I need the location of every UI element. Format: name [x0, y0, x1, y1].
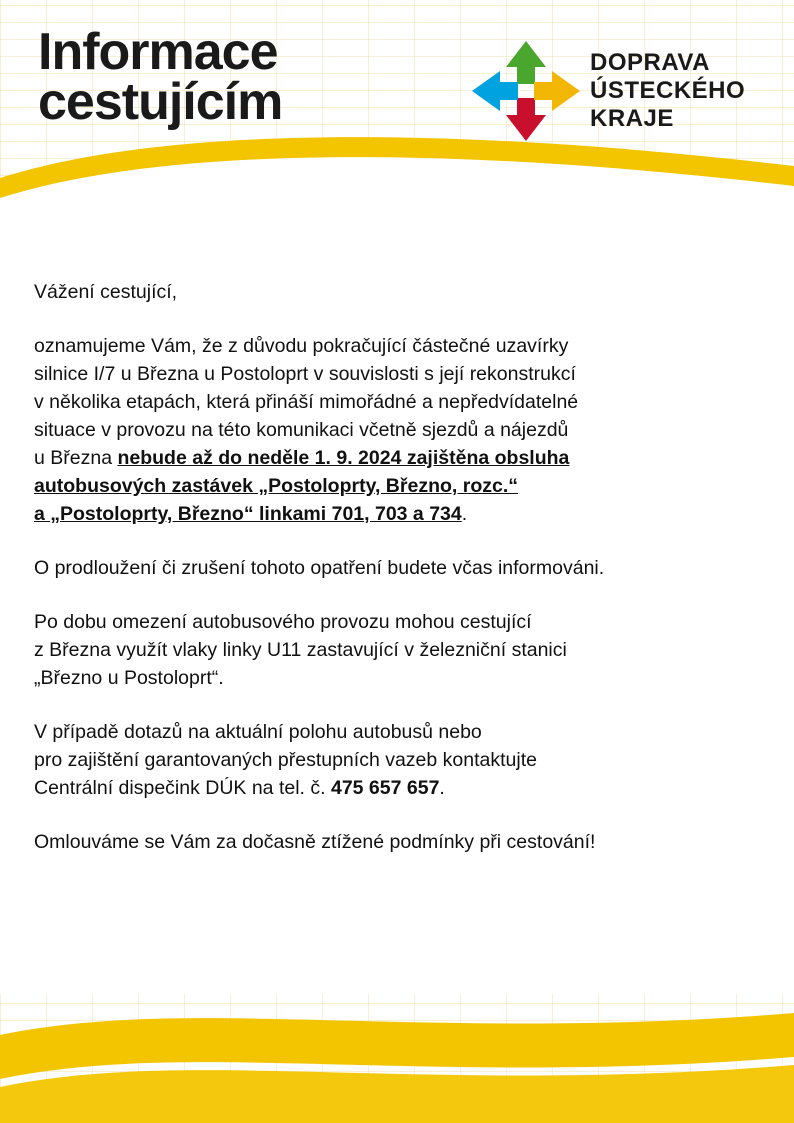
contact-info-line	[34, 774, 764, 802]
footer-wave-graphic	[0, 983, 794, 1123]
announcement-line	[34, 416, 764, 444]
duk-logo-text-line2: ÚSTECKÉHO	[590, 76, 746, 104]
text-segment: Vážení cestující,	[34, 281, 178, 303]
text-segment: a „Postoloprty, Březno“ linkami 701, 703 a 734	[34, 503, 462, 525]
text-segment: Po dobu omezení autobusového provozu mohou cestující	[34, 611, 532, 633]
train-alternative	[34, 608, 764, 692]
text-segment: nebude až do neděle 1. 9. 2024 zajištěna obsluha	[117, 447, 570, 469]
announcement-line	[34, 332, 764, 360]
announcement-line	[34, 472, 764, 500]
notice-body	[34, 278, 764, 856]
duk-logo-text-line1: DOPRAVA	[590, 48, 710, 76]
announcement-line	[34, 500, 764, 528]
contact-info-line	[34, 746, 764, 774]
extension-notice	[34, 554, 764, 582]
text-segment: silnice I/7 u Března u Postoloprt v souvislosti s její rekonstrukcí	[34, 363, 576, 385]
extension-notice-line	[34, 554, 764, 582]
text-segment: .	[439, 777, 445, 799]
text-segment: v několika etapách, která přináší mimořádné a nepředvídatelné	[34, 391, 579, 413]
text-segment: 475 657 657	[330, 777, 440, 799]
contact-info	[34, 718, 764, 802]
contact-info-line	[34, 718, 764, 746]
duk-logo-text-line3: KRAJE	[590, 105, 674, 133]
salutation-line	[34, 278, 764, 306]
text-segment: V případě dotazů na aktuální polohu autobusů nebo	[34, 721, 482, 743]
text-segment: Omlouváme se Vám za dočasně ztížené podmínky při cestování!	[34, 831, 596, 853]
duk-logo	[470, 36, 760, 146]
text-segment: „Březno u Postoloprt“.	[34, 667, 224, 689]
text-segment: situace v provozu na této komunikaci včetně sjezdů a nájezdů	[34, 419, 569, 441]
four-arrows-icon	[470, 39, 582, 143]
text-segment: Centrální dispečink DÚK na tel. č.	[34, 777, 331, 799]
duk-logo-text	[590, 49, 745, 133]
train-alternative-line	[34, 636, 764, 664]
announcement-line	[34, 360, 764, 388]
page-title	[38, 23, 283, 131]
text-segment: z Března využít vlaky linky U11 zastavující v železniční stanici	[34, 639, 567, 661]
text-segment: u Března	[34, 447, 118, 469]
page-title-line2: cestujícím	[38, 72, 283, 131]
text-segment: .	[461, 503, 468, 525]
text-segment: oznamujeme Vám, že z důvodu pokračující částečné uzavírky	[34, 335, 569, 357]
apology-line	[34, 828, 764, 856]
train-alternative-line	[34, 664, 764, 692]
text-segment: pro zajištění garantovaných přestupních vazeb kontaktujte	[34, 749, 537, 771]
announcement-line	[34, 388, 764, 416]
salutation	[34, 278, 764, 306]
announcement	[34, 332, 764, 528]
announcement-line	[34, 444, 764, 472]
apology	[34, 828, 764, 856]
text-segment: O prodloužení či zrušení tohoto opatření budete včas informováni.	[34, 557, 605, 579]
train-alternative-line	[34, 608, 764, 636]
text-segment: autobusových zastávek „Postoloprty, Březno, rozc.“	[34, 475, 518, 497]
page-title-line1: Informace	[38, 23, 278, 81]
